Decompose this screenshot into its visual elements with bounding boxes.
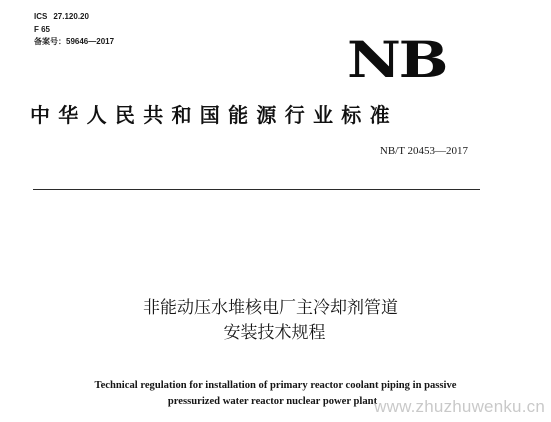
record-number-value: 59646—2017 <box>66 37 115 46</box>
ics-value: 27.120.20 <box>53 12 89 21</box>
nb-logo: NB <box>347 30 447 89</box>
classification-block <box>34 11 114 49</box>
chinese-title-line-1: 非能动压水堆核电厂主冷却剂管道 <box>143 298 398 318</box>
divider-line <box>33 189 480 190</box>
site-watermark: www.zhuzhuwenku.cn <box>374 397 545 416</box>
chinese-title-line-2: 安装技术规程 <box>223 323 326 343</box>
record-number-row <box>34 36 114 49</box>
chinese-title <box>0 296 551 346</box>
english-title-line-2: pressurized water reactor nuclear power plant <box>167 396 378 407</box>
ics-row <box>34 11 114 24</box>
record-number-label: 备案号： <box>34 37 66 46</box>
english-title-line-1: Technical regulation for installation of primary reactor coolant piping in passive <box>94 380 457 391</box>
ics-label: ICS <box>34 12 48 21</box>
class-code: F 65 <box>34 24 51 34</box>
standard-code: NB/T 20453—2017 <box>379 145 468 157</box>
issuer-title: 中华人民共和国能源行业标准 <box>30 103 398 127</box>
